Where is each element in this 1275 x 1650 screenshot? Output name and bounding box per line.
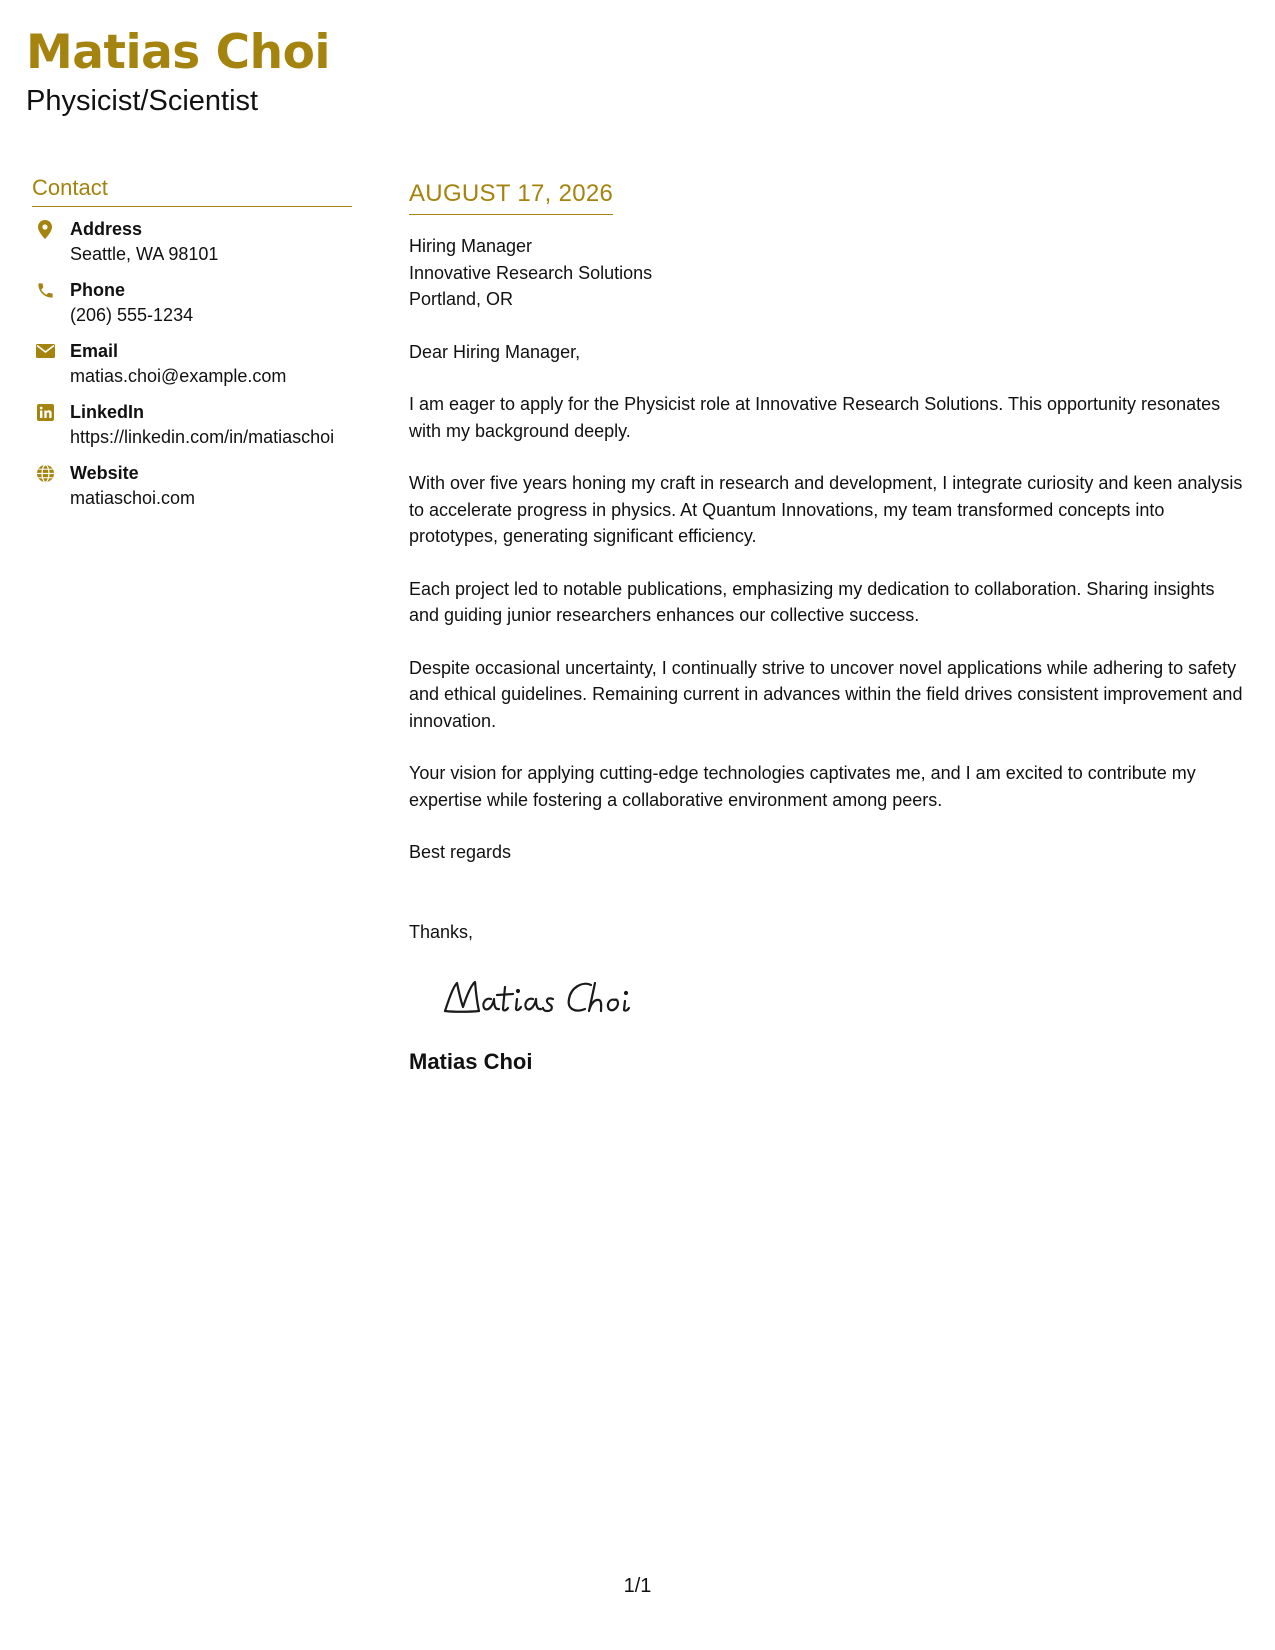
contact-label: Address [70,219,143,239]
contact-list [32,217,352,511]
closing: Best regards [409,842,512,862]
contact-label: Website [70,463,139,483]
body-paragraph: Each project led to notable publications, emphasizing my dedication to collaboration. Sharing insights and guiding junior researchers enhances our collective success. [409,578,1215,625]
contact-item-phone [32,278,352,328]
email-icon [35,341,55,361]
phone-icon [35,280,55,300]
contact-value[interactable]: https://linkedin.com/in/matiaschoi [70,427,335,447]
contact-value[interactable]: matiaschoi.com [70,488,196,508]
handwritten-signature [439,969,679,1025]
body-paragraph: With over five years honing my craft in research and development, I integrate curiosity and keen analysis to accelerate progress in physics. At Quantum Innovations, my team transformed concepts into prototypes, generating significant efficiency. [409,473,1243,546]
recipient-block [409,233,1249,313]
location-pin-icon [35,219,55,239]
contact-item-email [32,339,352,389]
contact-label: Email [70,341,119,361]
body-paragraph: I am eager to apply for the Physicist role at Innovative Research Solutions. This opportunity resonates with my background deeply. [409,394,1221,441]
contact-value: (206) 555-1234 [70,305,194,325]
thanks-line: Thanks, [409,921,474,942]
letter-body [409,178,1249,1077]
contact-value: matias.choi@example.com [70,366,287,386]
body-paragraph: Despite occasional uncertainty, I continually strive to uncover novel applications while adhering to safety and ethical guidelines. Remaining current in advances within the field drives consistent improvement and innovation. [409,657,1243,731]
recipient-line: Innovative Research Solutions [409,262,653,283]
contact-label: LinkedIn [70,402,145,422]
recipient-line: Portland, OR [409,289,514,309]
contact-item-address [32,217,352,267]
contact-value: Seattle, WA 98101 [70,244,219,264]
contact-item-website [32,461,352,511]
letter-date: AUGUST 17, 2026 [409,178,613,215]
signed-name: Matias Choi [409,1049,533,1074]
applicant-title: Physicist/Scientist [26,85,259,117]
recipient-line: Hiring Manager [409,236,533,256]
contact-heading: Contact [32,173,352,207]
applicant-name: Matias Choi [26,25,330,80]
letter-header [26,22,330,118]
page-number: 1/1 [623,1575,652,1597]
body-paragraph: Your vision for applying cutting-edge technologies captivates me, and I am excited to contribute my expertise while fostering a collaborative environment among peers. [409,763,1196,810]
contact-item-linkedin [32,400,352,450]
contact-sidebar [32,173,352,522]
linkedin-icon [35,402,55,422]
globe-icon [35,463,55,483]
salutation: Dear Hiring Manager, [409,341,581,362]
contact-label: Phone [70,280,126,300]
